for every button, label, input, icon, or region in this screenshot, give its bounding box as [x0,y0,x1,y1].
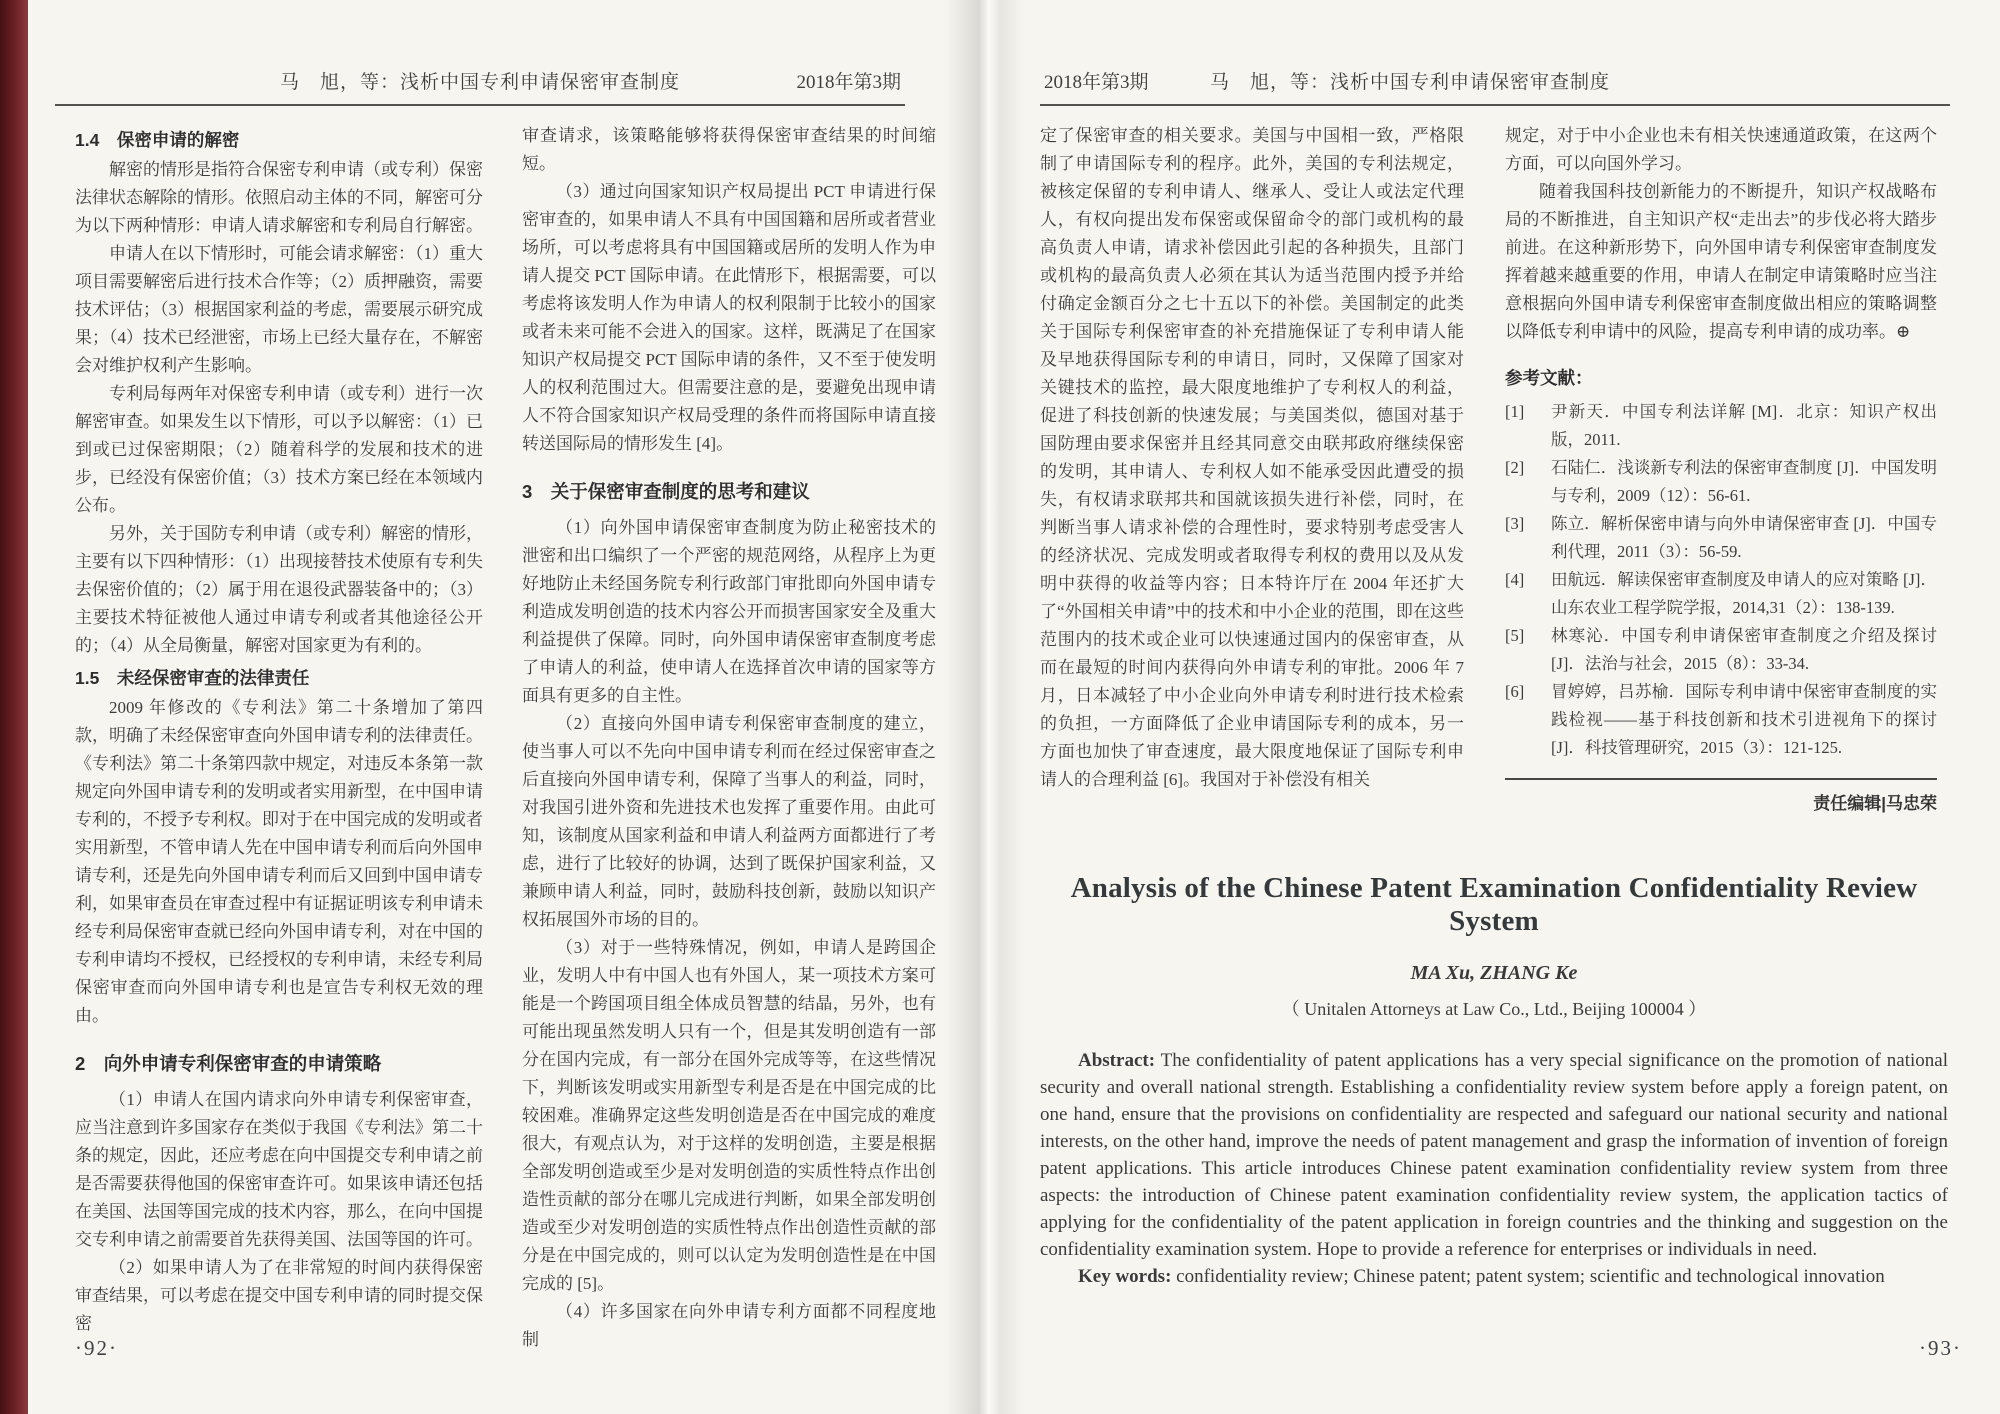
paragraph: 另外，关于国防专利申请（或专利）解密的情形，主要有以下四种情形：（1）出现接替技术使原有专利失去保密价值的；（2）属于用在退役武器装备中的；（3）主要技术特征被他人通过申请专利或者其他途径公开的；（4）从全局衡量，解密对国家更为有利的。 [75,524,483,655]
paragraph: 2009 年修改的《专利法》第二十条增加了第四款，明确了未经保密审查向外国申请专利的法律责任。《专利法》第二十条第四款中规定，对违反本条第一款规定向外国申请专利的发明或者实用新型，在中国申请专利的，不授予专利权。即对于在中国完成的发明或者实用新型，不管申请人先在中国申请专利而后向外国申请专利，还是先向外国申请专利而后又回到中国申请专利，如果审查员在审查过程中有证据证明该专利申请未经专利局保密审查就已经向外国申请专利，对在中国的专利申请均不授权，已经授权的专利申请，未经专利局保密审查而向外国申请专利也是宣告专利权无效的理由。 [75,698,483,1025]
english-keywords [1040,1263,1948,1290]
page-left [28,0,960,1414]
paragraph: 审查请求，该策略能够将获得保密审查结果的时间缩短。 [522,126,936,173]
left-page-column-2 [522,122,936,1354]
paragraph: 专利局每两年对保密专利申请（或专利）进行一次解密审查。如果发生以下情形，可以予以解密：（1）已到或已过保密期限；（2）随着科学的发展和技术的进步，已经没有保密价值；（3）技术方案已经在本领域内公布。 [75,384,483,515]
paragraph: （3）对于一些特殊情况，例如，申请人是跨国企业，发明人中有中国人也有外国人，某一项技术方案可能是一个跨国项目组全体成员智慧的结晶，另外，也有可能出现虽然发明人只有一个，但是其发明创造有一部分在国内完成，有一部分在国外完成等等，在这些情况下，判断该发明或实用新型专利是否是在中国完成的比较困难。准确界定这些发明创造是否在中国完成的难度很大，有观点认为，对于这样的发明创造，主要是根据全部发明创造或至少是对发明创造的实质性特点作出创造性贡献的部分在哪儿完成进行判断，如果全部发明创造或至少对发明创造的实质性特点作出创造性贡献的部分是在中国完成的，则可以认定为发明创造性是在中国完成的 [5]。 [522,938,936,1293]
paragraph: （4）许多国家在向外申请专利方面都不同程度地制 [522,1302,936,1349]
english-affiliation: （ Unitalen Attorneys at Law Co., Ltd., Beijing 100004 ） [1281,999,1707,1019]
responsible-editor: 责任编辑|马忠荣 [1505,778,1937,818]
reference-text: 林寒沁．中国专利申请保密审查制度之介绍及探讨 [J]．法治与社会，2015（8）：33-34. [1551,626,1937,673]
page-right [1024,0,2000,1414]
reference-text: 冒婷婷，吕苏榆．国际专利申请中保密审查制度的实践检视——基于科技创新和技术引进视角下的探讨 [J]．科技管理研究，2015（3）：121-125. [1551,682,1937,757]
paragraph: （1）向外国申请保密审查制度为防止秘密技术的泄密和出口编织了一个严密的规范网络，从程序上为更好地防止未经国务院专利行政部门审批即向外国申请专利造成发明创造的技术内容公开而损害国家安全及重大利益提供了保障。同时，向外国申请保密审查制度考虑了申请人的利益，使申请人在选择首次申请的国家等方面具有更多的自主性。 [522,518,936,705]
left-page-column-1 [75,122,483,1338]
keywords-label: Key words: [1078,1266,1172,1287]
page-number-left: ·92· [75,1336,118,1360]
section-heading: 3 关于保密审查制度的思考和建议 [522,481,810,502]
running-header-issue: 2018年第3期 [796,72,901,93]
reference-text: 石陆仁．浅谈新专利法的保密审查制度 [J]．中国发明与专利，2009（12）：56-61. [1551,458,1937,505]
reference-item [1505,454,1937,510]
right-page-column-1 [1040,122,1464,794]
keywords-text: confidentiality review; Chinese patent; patent system; scientific and technological innovation [1176,1266,1885,1287]
reference-marker: [5] [1505,626,1525,645]
reference-item [1505,678,1937,762]
reference-marker: [2] [1505,458,1525,477]
paragraph: （2）如果申请人为了在非常短的时间内获得保密审查结果，可以考虑在提交中国专利申请的同时提交保密 [75,1258,483,1333]
paragraph: 随着我国科技创新能力的不断提升，知识产权战略布局的不断推进，自主知识产权“走出去”的步伐必将大踏步前进。在这种新形势下，向外国申请专利保密审查制度发挥着越来越重要的作用，申请人在制定申请策略时应当注意根据向外国申请专利保密审查制度做出相应的策略调整以降低专利申请中的风险，提高专利申请的成功率。⊕ [1505,182,1937,341]
abstract-label: Abstract: [1078,1050,1156,1071]
paragraph: 解密的情形是指符合保密专利申请（或专利）保密法律状态解除的情形。依照启动主体的不同，解密可分为以下两种情形：申请人请求解密和专利局自行解密。 [75,160,483,235]
abstract-text: The confidentiality of patent applications has a very special significance on the promotion of national security and overall national strength. Establishing a confidentiality review system before apply a foreign patent, on one hand, ensure that the provisions on confidentiality are respected and safeguard our national security and national interests, on the other hand, improve the needs of patent management and grasp the information of invention of foreign patent applications. This article introduces Chinese patent examination confidentiality review system from three aspects: the introduction of Chinese patent examination confidentiality review system, the application tactics of applying for the confidentiality of the patent application in foreign countries and the thinking and suggestion on the confidentiality examination system. Hope to provide a reference for enterprises or individuals in need. [1040,1050,1948,1260]
running-header-right [1040,48,1950,106]
section-heading: 1.5 未经保密审查的法律责任 [75,668,310,688]
reference-marker: [3] [1505,514,1525,533]
right-page-column-2 [1505,122,1937,818]
paragraph: （2）直接向外国申请专利保密审查制度的建立，使当事人可以不先向中国申请专利而在经过保密审查之后直接向外国申请专利，保障了当事人的利益，同时，对我国引进外资和先进技术也发挥了重要作用。由此可知，该制度从国家利益和申请人利益两方面都进行了考虑，进行了比较好的协调，达到了既保护国家利益，又兼顾申请人利益，同时，鼓励科技创新，鼓励以知识产权拓展国外市场的目的。 [522,714,936,929]
running-header-title: 马 旭，等：浅析中国专利申请保密审查制度 [279,72,680,93]
paragraph: 申请人在以下情形时，可能会请求解密：（1）重大项目需要解密后进行技术合作等；（2）质押融资，需要技术评估；（3）根据国家利益的考虑，需要展示研究成果；（4）技术已经泄密，市场上已经大量存在，不解密会对维护权利产生影响。 [75,244,483,375]
reference-marker: [4] [1505,570,1525,589]
reference-text: 尹新天．中国专利法详解 [M]．北京：知识产权出版，2011. [1551,402,1937,449]
reference-item [1505,622,1937,678]
english-title: Analysis of the Chinese Patent Examination Confidentiality Review System [1070,872,1918,937]
section-heading: 2 向外申请专利保密审查的申请策略 [75,1053,382,1074]
paragraph: 规定，对于中小企业也未有相关快速通道政策，在这两个方面，可以向国外学习。 [1505,126,1937,173]
running-header-title: 马 旭，等：浅析中国专利申请保密审查制度 [1210,72,1611,93]
reference-item [1505,510,1937,566]
paragraph: （1）申请人在国内请求向外申请专利保密审查，应当注意到许多国家存在类似于我国《专利法》第二十条的规定，因此，还应考虑在向中国提交专利申请之前是否需要获得他国的保密审查许可。如果该申请还包括在美国、法国等国完成的技术内容，那么，在向中国提交专利申请之前需要首先获得美国、法国等国的许可。 [75,1090,483,1249]
paragraph: 定了保密审查的相关要求。美国与中国相一致，严格限制了申请国际专利的程序。此外，美国的专利法规定，被核定保留的专利申请人、继承人、受让人或法定代理人，有权向提出发布保密或保留命令的部门或机构的最高负责人申请，请求补偿因此引起的各种损失，且部门或机构的最高负责人必须在其认为适当范围内授予并给付确定金额百分之七十五以下的补偿。美国制定的此类关于国际专利保密审查的补充措施保证了专利申请人能及早地获得国际专利的申请日，同时，又保障了国家对关键技术的监控，最大限度地维护了专利权人的利益，促进了科技创新的快速发展；与美国类似，德国对基于国防理由要求保密并且经其同意交由联邦政府继续保密的发明，其申请人、专利权人如不能承受因此遭受的损失，有权请求联邦共和国就该损失进行补偿，同时，在判断当事人请求补偿的合理性时，要求特别考虑受害人的经济状况、完成发明或者取得专利权的费用以及从发明中获得的收益等内容；日本特许厅在 2004 年还扩大了“外国相关申请”中的技术和中小企业的范围，即在这些范围内的技术或企业可以快速通过国内的保密审查，从而在最短的时间内获得向外申请专利的审批。2006 年 7 月，日本减轻了中小企业向外申请专利时进行技术检索的负担，一方面降低了企业申请国际专利的成本，另一方面也加快了审查速度，最大限度地保证了国际专利申请人的合理利益 [6]。我国对于补偿没有相关 [1040,126,1464,789]
paragraph: （3）通过向国家知识产权局提出 PCT 申请进行保密审查的，如果申请人不具有中国国籍和居所或者营业场所，可以考虑将具有中国国籍或居所的发明人作为申请人提交 PCT 国际申请。在此情形下，根据需要，可以考虑将该发明人作为申请人的权利限制于比较小的国家或者未来可能不会进入的国家。这样，既满足了在国家知识产权局提交 PCT 国际申请的条件，又不至于使发明人的权利范围过大。但需要注意的是，要避免出现申请人不符合国家知识产权局受理的条件而将国际申请直接转送国际局的情形发生 [4]。 [522,182,936,453]
journal-cover-edge [0,0,28,1414]
english-abstract-section [1040,872,1948,1290]
references-list [1505,398,1937,762]
english-abstract [1040,1047,1948,1263]
reference-item [1505,566,1937,622]
reference-marker: [1] [1505,402,1525,421]
english-authors: MA Xu, ZHANG Ke [1410,962,1578,984]
running-header-issue: 2018年第3期 [1044,72,1149,93]
references-heading: 参考文献： [1505,368,1593,388]
reference-marker: [6] [1505,682,1525,701]
section-heading: 1.4 保密申请的解密 [75,130,240,150]
reference-item [1505,398,1937,454]
right-column-2-text [1505,122,1937,346]
reference-text: 陈立．解析保密申请与向外申请保密审查 [J]．中国专利代理，2011（3）：56-59. [1551,514,1937,561]
running-header-left [55,48,905,106]
page-number-right: ·93· [1919,1336,1962,1360]
reference-text: 田航远．解读保密审查制度及申请人的应对策略 [J]．山东农业工程学院学报，2014,31（2）：138-139. [1551,570,1937,617]
